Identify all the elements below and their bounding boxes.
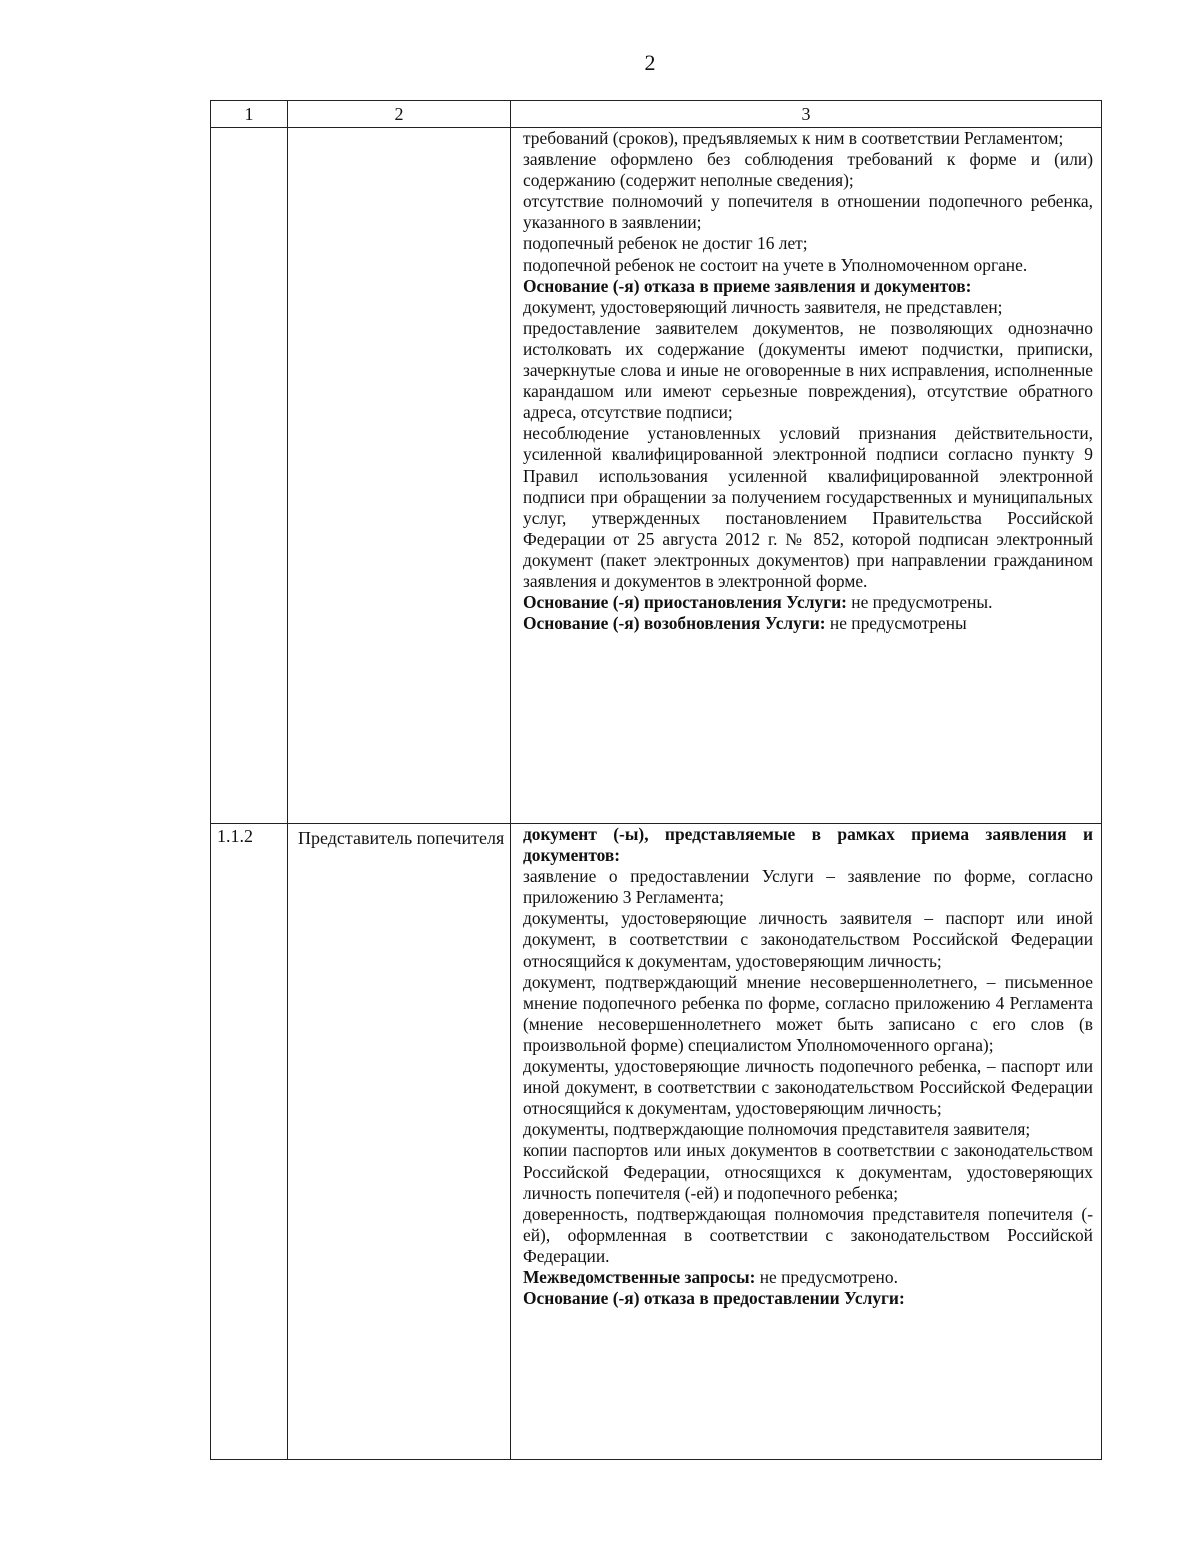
content-paragraph (523, 149, 1093, 191)
content-paragraph (523, 233, 1093, 254)
paragraph-text: документы, подтверждающие полномочия представителя заявителя; (523, 1119, 1031, 1140)
table-row (211, 824, 1102, 1460)
paragraph-heading: Основание (-я) приостановления Услуги: (523, 592, 847, 613)
paragraph-text: документ, подтверждающий мнение несовершеннолетнего, – письменное мнение подопечного ребенка по форме, согласно приложению 4 Регламента (мнение несовершеннолетнего может быть записано с его слов (в произвольной форме) специалистом Уполномоченного органа); (523, 971, 1093, 1055)
paragraph-text: доверенность, подтверждающая полномочия представителя попечителя (-ей), оформленная в соответствии с законодательством Российской Федерации. (523, 1203, 1093, 1266)
content-paragraph (523, 972, 1093, 1056)
row-subject (288, 128, 510, 130)
row-number (211, 128, 287, 130)
paragraph-text: требований (сроков), предъявляемых к ним в соответствии Регламентом; (523, 128, 1064, 148)
header-col-2: 2 (288, 101, 511, 128)
paragraph-text: документы, удостоверяющие личность заявителя – паспорт или иной документ, в соответствии с законодательством Российской Федерации относящийся к документам, удостоверяющим личность; (523, 908, 1093, 971)
content-paragraph (523, 866, 1093, 908)
content-paragraph (523, 255, 1093, 276)
row-number: 1.1.2 (217, 826, 253, 846)
paragraph-text: документы, удостоверяющие личность подопечного ребенка, – паспорт или иной документ, в соответствии с законодательством Российской Федерации относящийся к документам, удостоверяющим личность; (523, 1056, 1093, 1119)
content-paragraph (523, 297, 1093, 318)
content-paragraph (523, 1204, 1093, 1267)
paragraph-text: не предусмотрено. (755, 1266, 898, 1287)
content-paragraph (523, 592, 1093, 613)
paragraph-text: несоблюдение установленных условий признания действительности, усиленной квалифицированной электронной подписи согласно пункту 9 Правил использования усиленной квалифицированной электронной подписи при обращении за получением государственных и муниципальных услуг, утвержденных постановлением Правительства Российской Федерации от 25 августа 2012 г. № 852, которой подписан электронный документ (пакет электронных документов) при направлении гражданином заявления и документов в электронной форме. (523, 423, 1093, 591)
content-paragraph (523, 1140, 1093, 1203)
row-content (511, 824, 1101, 1459)
paragraph-heading: Основание (-я) отказа в предоставлении Услуги: (523, 1288, 905, 1309)
content-paragraph (523, 1288, 1093, 1309)
paragraph-text: не предусмотрены (825, 613, 967, 634)
paragraph-text: предоставление заявителем документов, не позволяющих однозначно истолковать их содержание (документы имеют подчистки, приписки, зачеркнутые слова и иные не оговоренные в них исправления, исполненные карандашом или имеют серьезные повреждения), отсутствие обратного адреса, отсутствие подписи; (523, 317, 1093, 423)
paragraph-heading: документ (-ы), представляемые в рамках приема заявления и документов: (523, 824, 1093, 866)
table-header-row (211, 101, 1102, 128)
row-content (511, 128, 1101, 823)
content-paragraph (523, 423, 1093, 592)
content-paragraph (523, 908, 1093, 971)
content-paragraph (523, 1056, 1093, 1119)
paragraph-heading: Основание (-я) возобновления Услуги: (523, 613, 826, 634)
content-paragraph (523, 824, 1093, 866)
paragraph-text: подопечной ребенок не состоит на учете в Уполномоченном органе. (523, 254, 1028, 275)
paragraph-text: документ, удостоверяющий личность заявителя, не представлен; (523, 296, 1003, 317)
paragraph-text: заявление оформлено без соблюдения требований к форме и (или) содержанию (содержит неполные сведения); (523, 149, 1093, 191)
content-paragraph (523, 613, 1093, 634)
content-paragraph (523, 276, 1093, 297)
paragraph-text: не предусмотрены. (846, 592, 993, 613)
paragraph-text: копии паспортов или иных документов в соответствии с законодательством Российской Федерации, относящихся к документам, удостоверяющих личность попечителя (-ей) и подопечного ребенка; (523, 1140, 1093, 1203)
page-number: 2 (644, 50, 656, 75)
row-subject: Представитель попечителя (298, 828, 505, 848)
paragraph-heading: Межведомственные запросы: (523, 1266, 756, 1287)
table-row (211, 128, 1102, 824)
header-col-1: 1 (211, 101, 288, 128)
content-paragraph (523, 1267, 1093, 1288)
paragraph-text: заявление о предоставлении Услуги – заявление по форме, согласно приложению 3 Регламента; (523, 866, 1093, 908)
paragraph-text: подопечный ребенок не достиг 16 лет; (523, 233, 808, 254)
content-paragraph (523, 128, 1093, 149)
header-col-3: 3 (511, 101, 1102, 128)
regulation-table (210, 100, 1102, 1460)
paragraph-heading: Основание (-я) отказа в приеме заявления и документов: (523, 275, 972, 296)
content-paragraph (523, 1119, 1093, 1140)
paragraph-text: отсутствие полномочий у попечителя в отношении подопечного ребенка, указанного в заявлении; (523, 191, 1093, 233)
content-paragraph (523, 318, 1093, 423)
content-paragraph (523, 191, 1093, 233)
